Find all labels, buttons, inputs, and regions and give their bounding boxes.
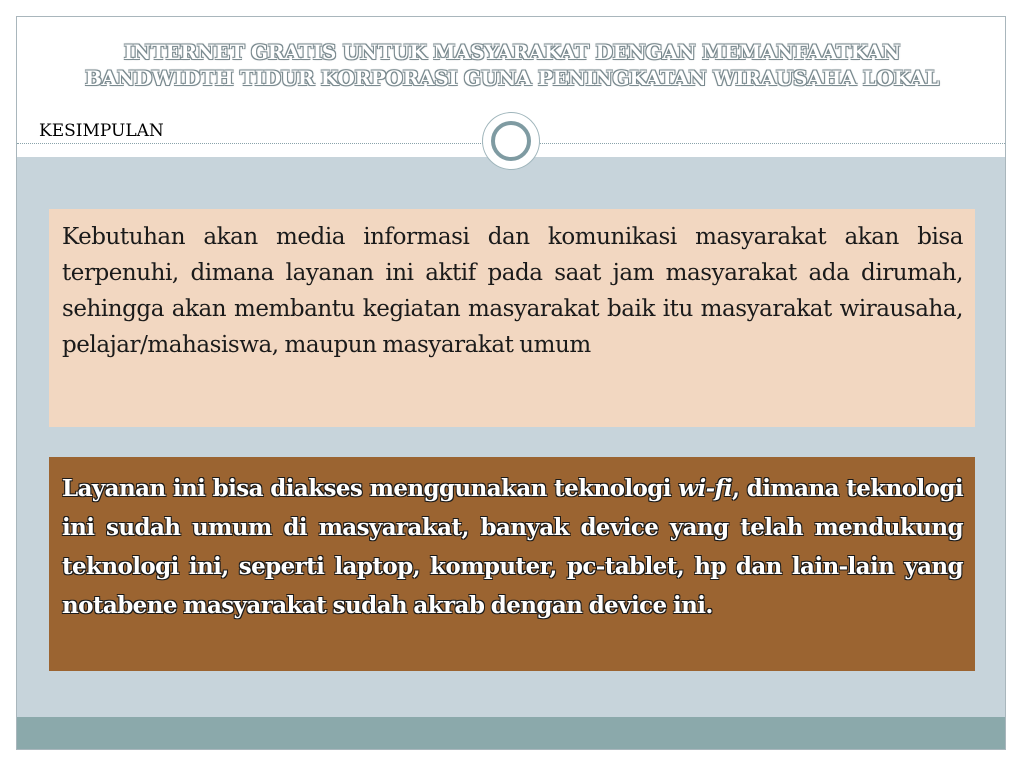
conclusion-box-1 — [49, 209, 975, 427]
slide-title — [17, 39, 1006, 91]
slide — [16, 16, 1006, 750]
circle-ornament-icon — [483, 113, 539, 169]
circle-ornament-ring — [491, 121, 531, 161]
conclusion-text-1: Kebutuhan akan media informasi dan komunikasi masyarakat akan bisa terpenuhi, dimana layanan ini aktif pada saat jam masyarakat ada dirumah, sehingga akan membantu kegiatan masyarakat baik itu masyarakat wirausaha, pelajar/mahasiswa, maupun masyarakat umum — [62, 224, 963, 358]
footer-bar — [17, 717, 1006, 750]
slide-title-line-2: BANDWIDTH TIDUR KORPORASI GUNA PENINGKATAN WIRAUSAHA LOKAL — [85, 66, 939, 90]
wifi-term: wi-fi — [678, 475, 733, 502]
conclusion-text-2-end: , dimana teknologi ini sudah umum di masyarakat, banyak device yang telah mendukung teknologi ini, seperti laptop, komputer, pc-tablet, hp dan lain-lain yang notabene masyarakat sudah akrab dengan device ini. — [62, 475, 964, 619]
conclusion-text-2 — [62, 469, 963, 625]
conclusion-text-2-start: Layanan ini bisa diakses menggunakan teknologi — [62, 475, 679, 502]
slide-title-line-1: INTERNET GRATIS UNTUK MASYARAKAT DENGAN MEMANFAATKAN — [123, 40, 901, 64]
section-label: KESIMPULAN — [39, 121, 164, 141]
conclusion-box-2 — [49, 457, 975, 671]
